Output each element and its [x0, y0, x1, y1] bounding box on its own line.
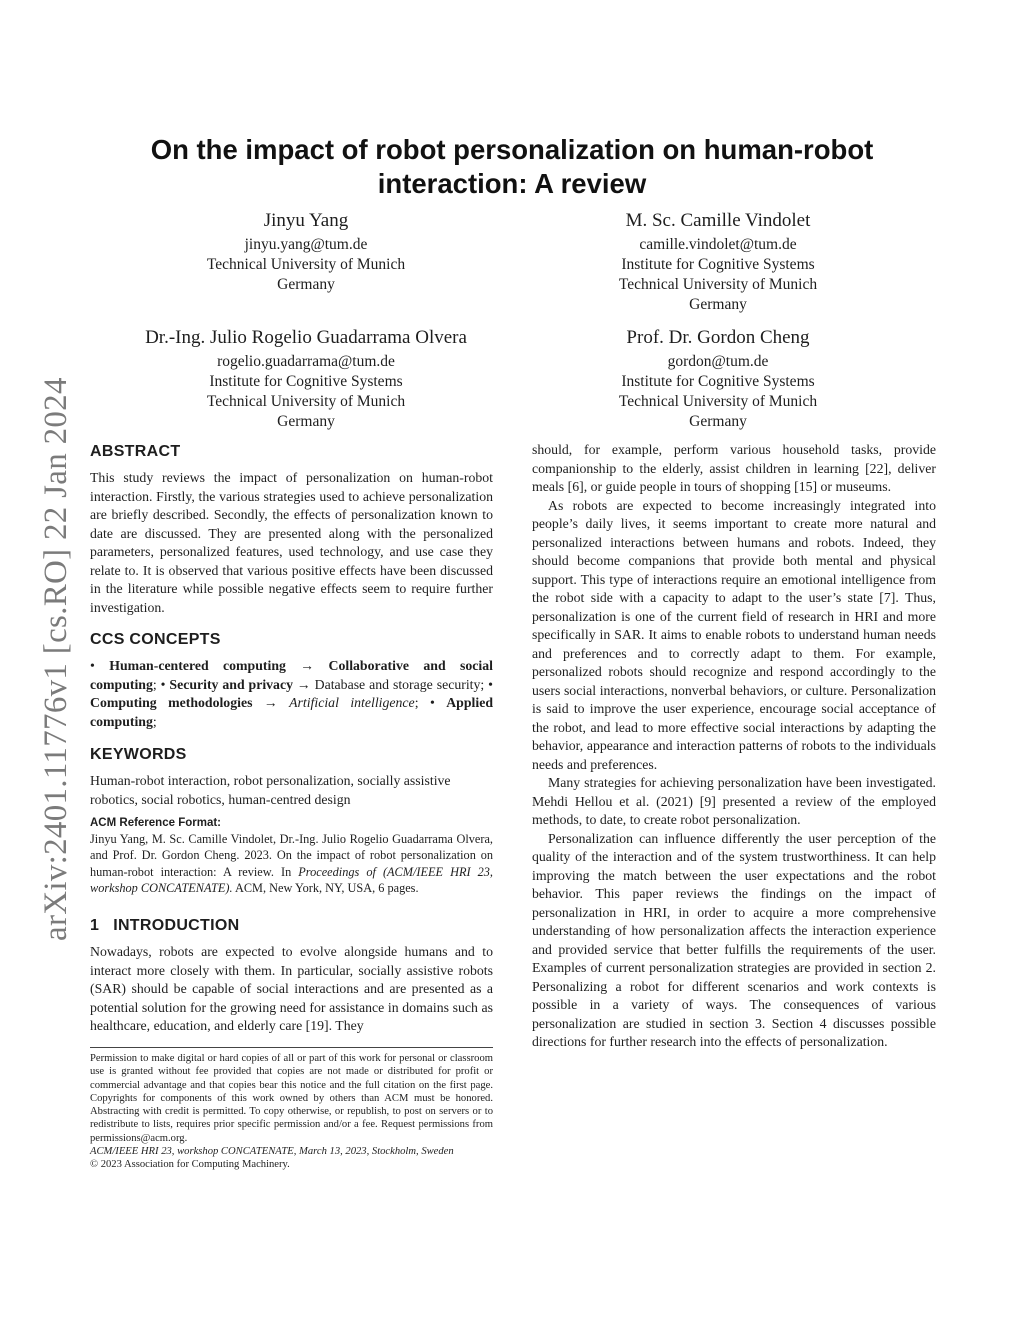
introduction-heading [90, 915, 493, 937]
arrow: → [296, 676, 311, 692]
author-affiliation: Institute for Cognitive Systems [209, 373, 403, 390]
bullet: • [429, 695, 435, 710]
separator: ; [152, 676, 157, 692]
intro-paragraph-1: Nowadays, robots are expected to evolve alongside humans and to interact more closely with them. In particular, socially assistive robots (SAR) should be capable of social interactions and are presented as a potential solution for the growing need for assistance in domains such as healthcare, education, and elderly care [19]. They [90, 944, 493, 1033]
author-email: jinyu.yang@tum.de [244, 236, 368, 253]
author-affiliation: Germany [277, 413, 335, 430]
ccs-section [90, 629, 493, 731]
acm-reference-section [90, 816, 493, 896]
separator: ; [480, 676, 485, 692]
ccs-concept: Human-centered computing [109, 658, 286, 673]
introduction-continued [532, 441, 936, 1052]
keywords-section [90, 744, 493, 809]
acm-reference-heading: ACM Reference Format: [90, 817, 221, 829]
keywords-heading: KEYWORDS [90, 746, 187, 763]
author-affiliation: Germany [277, 276, 335, 293]
ccs-subconcept: Artificial intelligence [289, 695, 415, 710]
intro-paragraph-3: Many strategies for achieving personalization have been investigated. Mehdi Hellou et al. (2021) [9] presented a review of the employed methods, to date, to create robot personalization. [532, 775, 936, 827]
acm-reference-text [90, 831, 493, 896]
author-affiliation: Technical University of Munich [206, 393, 406, 410]
intro-paragraph-2: As robots are expected to become increasingly integrated into people’s daily lives, it seems important to create more natural and personalized interactions between humans and robots. Indeed, they should become companions that provide both mental and physical support. This type of interactions require an emotional intelligence from the robot side with a capacity to adapt to the user’s state [7]. Thus, personalization is one of the current field of research in HRI and more specifically in SAR. It aims to enable robots to understand human needs and preferences and to correctly adapt to them. For example, personalized robots should recognize and respond accordingly to the users social interactions, nonverbal behaviors, or culture. Personalization is said to improve the user experience, encourage social acceptance of the robot, and lead to more effective social interactions by adapting the behavior, appearance and interaction patterns of robots to the individuals needs and preferences. [532, 497, 936, 772]
copyright-notice: © 2023 Association for Computing Machinery. [90, 1159, 290, 1171]
ccs-concept: Computing methodologies [90, 695, 253, 710]
section-title: INTRODUCTION [113, 917, 240, 934]
ccs-heading: CCS CONCEPTS [90, 631, 221, 648]
reference-venue: Proceedings of (ACM/IEEE HRI 23, workshop CONCATENATE). [90, 864, 493, 895]
reference-publisher: ACM, New York, NY, USA, 6 pages. [232, 880, 419, 895]
author-name: M. Sc. Camille Vindolet [625, 210, 811, 231]
bullet: • [160, 676, 166, 692]
author-block-1 [161, 208, 451, 295]
bullet: • [90, 658, 95, 673]
venue-notice [90, 1145, 493, 1158]
author-affiliation: Germany [689, 296, 747, 313]
section-number: 1 [90, 917, 100, 934]
permission-notice: Permission to make digital or hard copies of all or part of this work for personal or classroom use is granted without fee provided that copies are not made or distributed for profit or commercial advantage and that copies bear this notice and the full citation on the first page. Copyrights for components of this work owned by others than ACM must be honored. Abstracting with credit is permitted. To copy otherwise, or republish, to post on servers or to redistribute to lists, requires prior specific permission and/or a fee. Request permissions from permissions@acm.org. [90, 1053, 493, 1144]
intro-paragraph-4: Personalization can influence differently the user perception of the quality of the interaction and of the system trustworthiness. It can help improving the match between the user expectations and the robot behavior. This paper reviews the findings on the impact of personalization in HRI, in order to acquire a more comprehensive understanding of how personalization affects the interaction experience and provided service that better fulfills the requirements of the user. Examples of current personalization strategies are provided in section 2. Personalizing a robot for different scenarios and work contexts is possible in a variety of ways. The consequences of various personalization are studied in section 3. Section 4 discusses possible directions for further research into the effects of personalization. [532, 830, 936, 1049]
reference-authors: Jinyu Yang, M. Sc. Camille Vindolet, Dr.-Ing. Julio Rogelio Guadarrama Olvera, and Prof. Dr. Gordon Cheng. 2023. On the impact of robot personalization on human-robot interaction: A review. In [90, 832, 493, 879]
author-name: Dr.-Ing. Julio Rogelio Guadarrama Olvera [145, 327, 467, 348]
ccs-subconcept: Database and storage security [314, 676, 481, 692]
ccs-concept: Security and privacy [169, 676, 293, 692]
keywords-text: Human-robot interaction, robot personalization, socially assistive robotics, social robotics, human-centred design [90, 773, 451, 807]
author-affiliation: Institute for Cognitive Systems [621, 256, 815, 273]
author-name: Prof. Dr. Gordon Cheng [626, 327, 810, 348]
bullet: • [488, 676, 493, 692]
paper-title: On the impact of robot personalization on human-robot interaction: A review [150, 134, 874, 199]
arxiv-identifier-stamp: arXiv:2401.11776v1 [cs.RO] 22 Jan 2024 [38, 377, 74, 941]
abstract-section [90, 441, 493, 617]
author-name: Jinyu Yang [263, 210, 349, 231]
arrow: → [300, 658, 315, 673]
author-block-2 [573, 208, 863, 315]
author-affiliation: Technical University of Munich [206, 256, 406, 273]
author-block-3 [106, 325, 506, 432]
arrow: → [263, 695, 278, 710]
copyright-footnote [90, 1047, 493, 1172]
author-affiliation: Institute for Cognitive Systems [621, 373, 815, 390]
author-block-4 [573, 325, 863, 432]
introduction-section [90, 915, 493, 1036]
author-email: gordon@tum.de [667, 353, 769, 370]
author-email: rogelio.guadarrama@tum.de [217, 353, 395, 370]
separator: ; [152, 713, 157, 729]
abstract-heading: ABSTRACT [90, 443, 181, 460]
ccs-subconcept: Collaborative and social computing [90, 658, 493, 692]
separator: ; [414, 695, 419, 710]
intro-paragraph-1-continued: should, for example, perform various household tasks, provide companionship to the elderly, assist children in learning [22], deliver meals [6], or guide people in tours of shopping [15] or museums. [532, 442, 936, 494]
ccs-concept: Applied computing [90, 695, 493, 729]
author-affiliation: Germany [689, 413, 747, 430]
author-affiliation: Technical University of Munich [618, 276, 818, 293]
venue-text: ACM/IEEE HRI 23, workshop CONCATENATE, March 13, 2023, Stockholm, Sweden [90, 1146, 454, 1158]
abstract-text: This study reviews the impact of personalization on human-robot interaction. Firstly, the various strategies used to achieve personalization are briefly described. Secondly, the effects of personalization known to date are discussed. They are presented along with the personalized parameters, personalized features, used technology, and use case they relate to. It is observed that various positive effects have been discussed in the literature while possible negative effects seem to require further investigation. [90, 470, 493, 615]
author-affiliation: Technical University of Munich [618, 393, 818, 410]
author-email: camille.vindolet@tum.de [639, 236, 797, 253]
ccs-text [90, 657, 493, 731]
